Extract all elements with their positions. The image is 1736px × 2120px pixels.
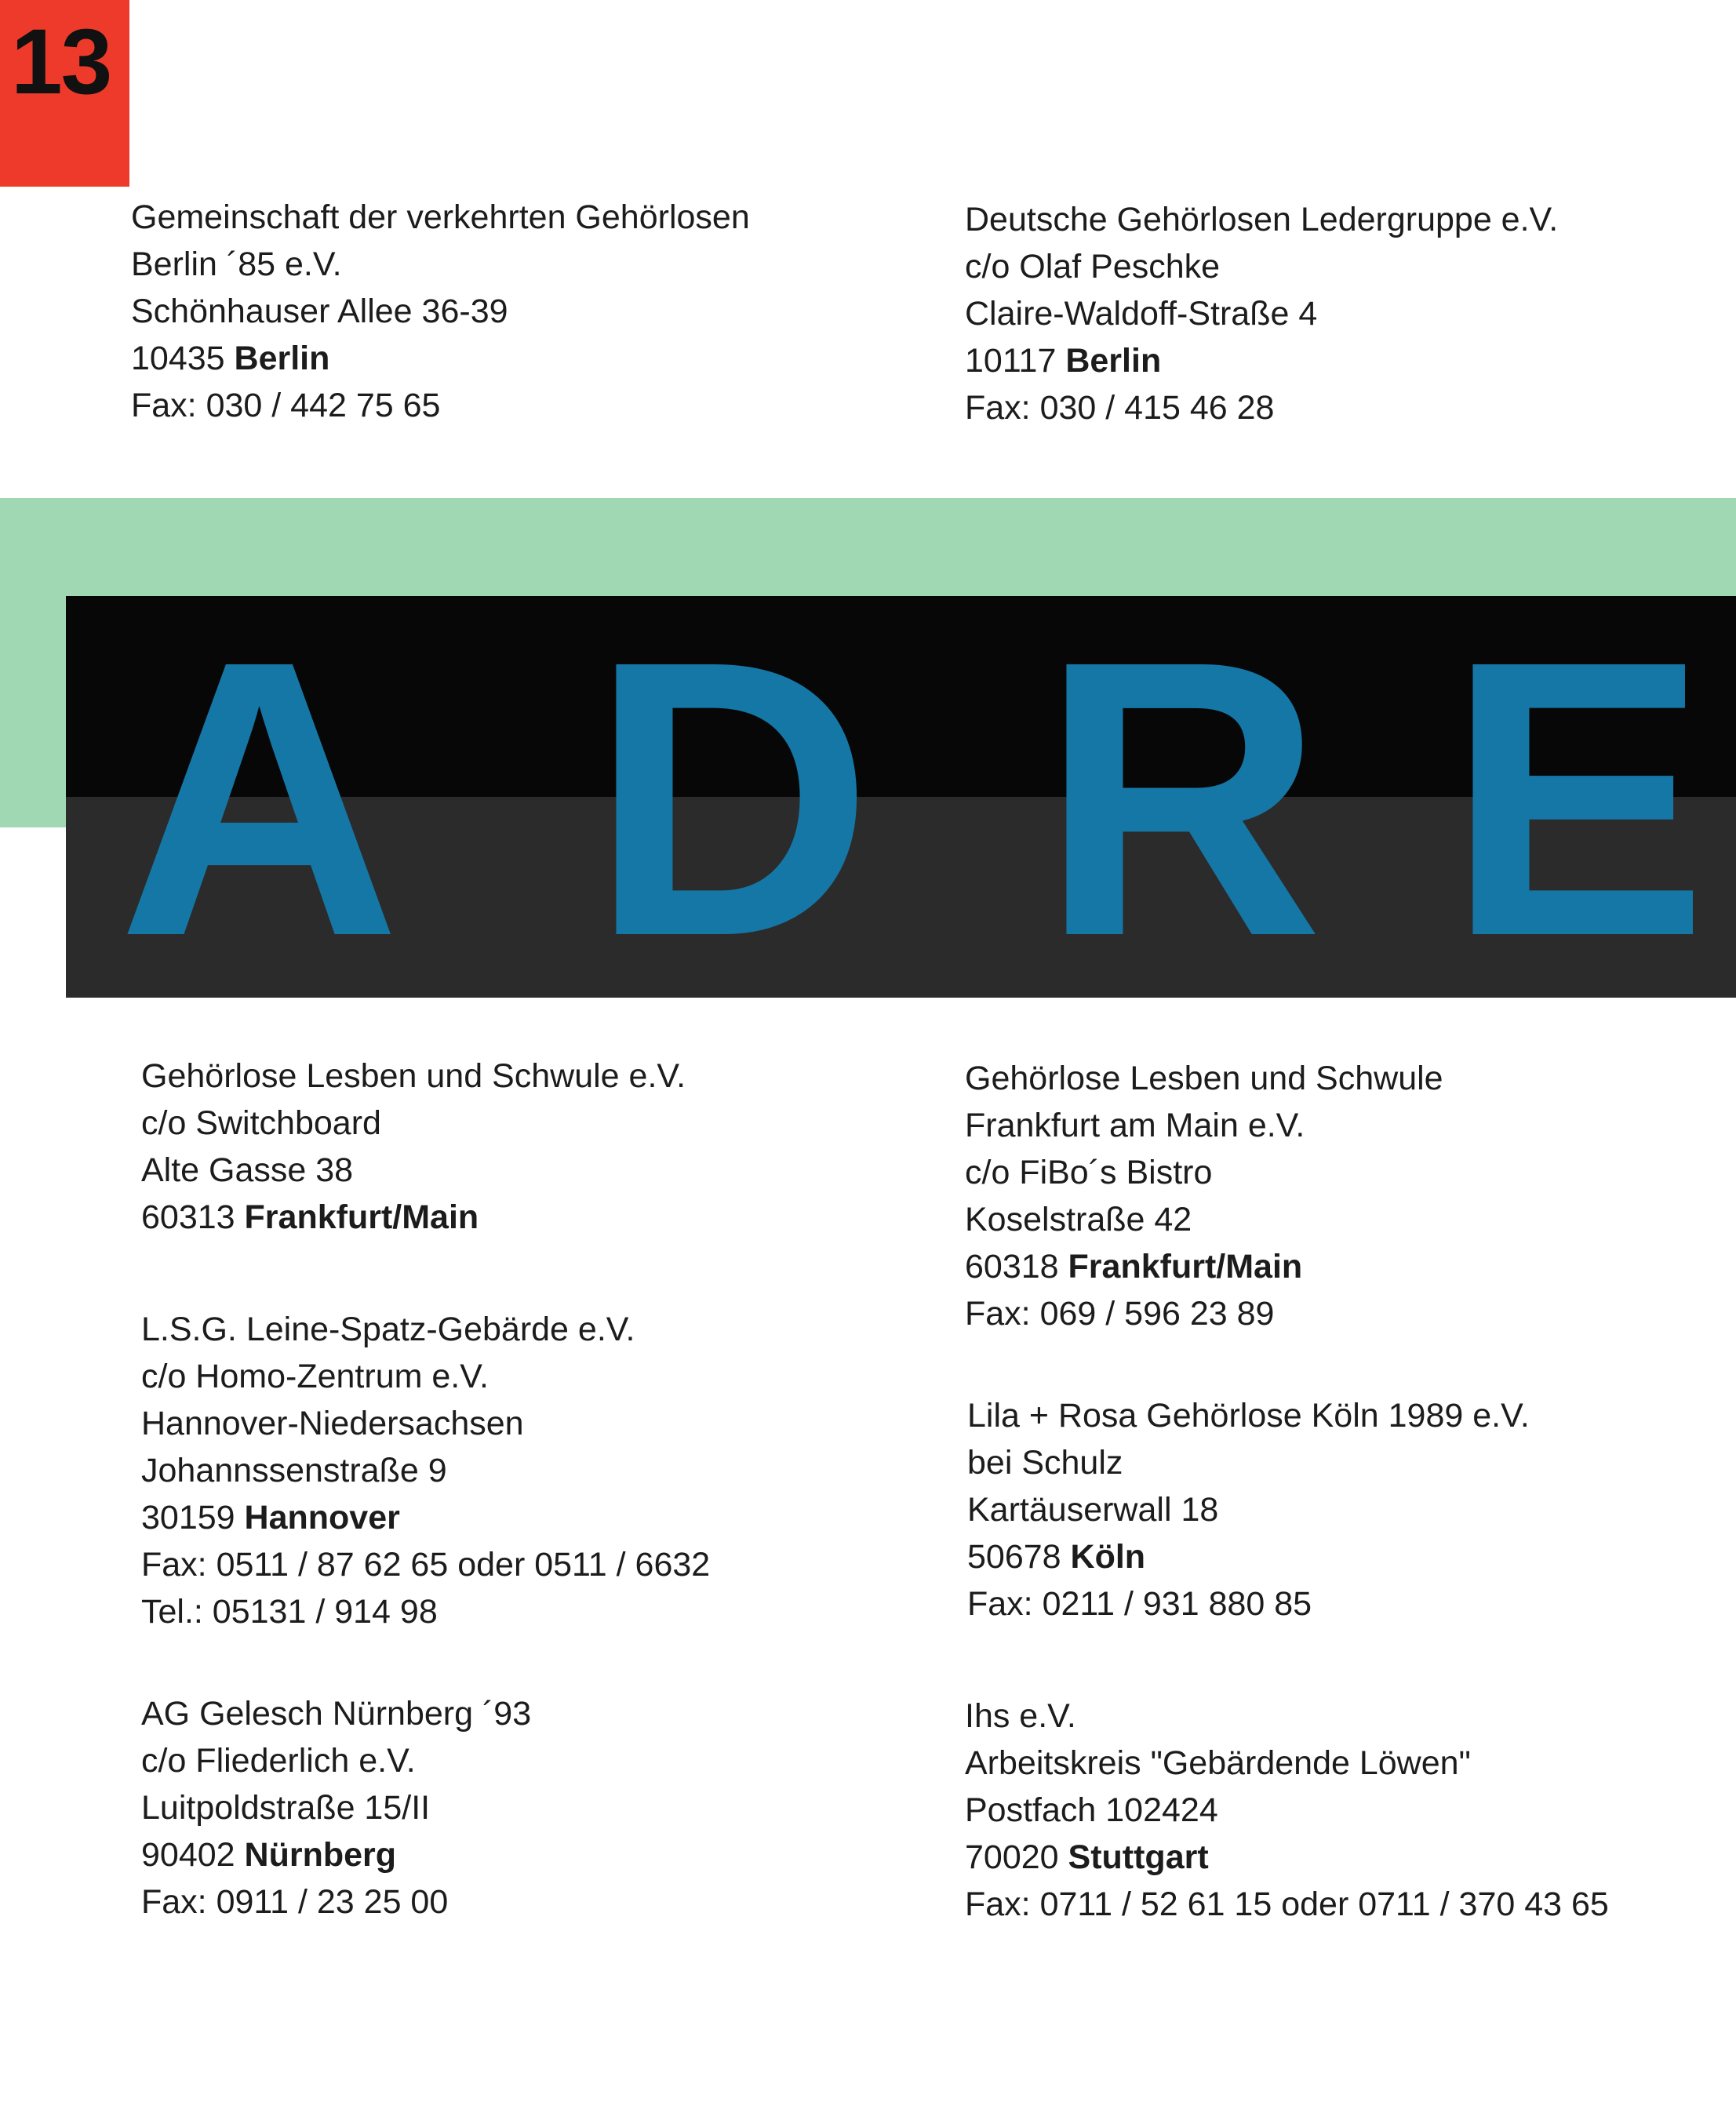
telephone: Tel.: 05131 / 914 98: [141, 1593, 438, 1631]
po-box: Postfach 102424: [965, 1791, 1218, 1829]
care-of: c/o Olaf Peschke: [965, 248, 1221, 285]
care-of: bei Schulz: [967, 1444, 1123, 1482]
zip-city: [131, 335, 750, 382]
fax: Fax: 030 / 442 75 65: [131, 387, 441, 424]
zip-city: [141, 1194, 686, 1241]
zip: 50678: [967, 1538, 1061, 1576]
fax: Fax: 0911 / 23 25 00: [141, 1883, 449, 1921]
city: Nürnberg: [244, 1836, 397, 1874]
org-name: Gehörlose Lesben und Schwule: [965, 1060, 1443, 1097]
org-name: AG Gelesch Nürnberg ´93: [141, 1695, 532, 1733]
org-name: Gemeinschaft der verkehrten Gehörlosen: [131, 198, 750, 236]
address-gls-frankfurt-fibo: [965, 1055, 1443, 1337]
care-of: c/o FiBo´s Bistro: [965, 1154, 1213, 1191]
zip-city: [967, 1533, 1530, 1580]
banner-letter-d: D: [590, 596, 874, 998]
page-number-badge: [0, 0, 129, 187]
address-ag-gelesch-nuernberg: [141, 1690, 531, 1925]
street: Alte Gasse 38: [141, 1151, 354, 1189]
zip-city: [965, 1243, 1443, 1290]
city: Stuttgart: [1068, 1838, 1209, 1876]
care-of: c/o Switchboard: [141, 1104, 381, 1142]
street: Koselstraße 42: [965, 1201, 1192, 1238]
page-number: 13: [11, 10, 111, 114]
zip-city: [965, 337, 1558, 384]
fax: Fax: 0511 / 87 62 65 oder 0511 / 6632: [141, 1546, 711, 1584]
address-ihs-stuttgart: [965, 1693, 1609, 1928]
fax: Fax: 0211 / 931 880 85: [967, 1585, 1312, 1623]
street: Schönhauser Allee 36-39: [131, 293, 508, 330]
city: Frankfurt/Main: [1068, 1248, 1303, 1285]
zip-city: [965, 1834, 1609, 1881]
care-of: c/o Homo-Zentrum e.V.: [141, 1358, 489, 1395]
zip-city: [141, 1831, 531, 1878]
zip: 60318: [965, 1248, 1059, 1285]
street: Kartäuserwall 18: [967, 1491, 1219, 1529]
zip: 90402: [141, 1836, 235, 1874]
zip: 10117: [965, 342, 1057, 380]
city: Berlin: [1065, 342, 1162, 380]
fax: Fax: 030 / 415 46 28: [965, 389, 1275, 427]
address-lila-rosa-koeln: [967, 1392, 1530, 1627]
banner-letter-e: E: [1447, 596, 1709, 998]
org-name: Deutsche Gehörlosen Ledergruppe e.V.: [965, 201, 1559, 238]
street: Luitpoldstraße 15/II: [141, 1789, 431, 1827]
org-name: Gehörlose Lesben und Schwule e.V.: [141, 1057, 686, 1095]
org-name-cont: Berlin ´85 e.V.: [131, 245, 342, 283]
banner-letter-a: A: [118, 596, 402, 998]
address-gls-frankfurt-switchboard: [141, 1053, 686, 1241]
zip: 60313: [141, 1198, 235, 1236]
zip-city: [141, 1494, 710, 1541]
address-gvg-berlin: [131, 194, 750, 429]
zip: 30159: [141, 1499, 235, 1536]
org-name: Lila + Rosa Gehörlose Köln 1989 e.V.: [967, 1397, 1530, 1435]
banner-word: [66, 596, 1736, 998]
care-of: c/o Fliederlich e.V.: [141, 1742, 416, 1780]
street: Johannssenstraße 9: [141, 1452, 447, 1489]
fax: Fax: 0711 / 52 61 15 oder 0711 / 370 43 65: [965, 1885, 1609, 1923]
city: Berlin: [234, 340, 330, 377]
org-name-cont: Frankfurt am Main e.V.: [965, 1107, 1305, 1144]
zip: 70020: [965, 1838, 1059, 1876]
zip: 10435: [131, 340, 225, 377]
region: Hannover-Niedersachsen: [141, 1405, 524, 1442]
city: Köln: [1070, 1538, 1146, 1576]
banner-letter-r: R: [1040, 596, 1324, 998]
address-dgl-berlin: [965, 196, 1558, 431]
fax: Fax: 069 / 596 23 89: [965, 1295, 1275, 1333]
city: Hannover: [244, 1499, 400, 1536]
org-name: L.S.G. Leine-Spatz-Gebärde e.V.: [141, 1311, 635, 1348]
city: Frankfurt/Main: [244, 1198, 479, 1236]
org-name: Ihs e.V.: [965, 1697, 1076, 1735]
street: Claire-Waldoff-Straße 4: [965, 295, 1318, 333]
address-lsg-hannover: [141, 1306, 710, 1635]
working-group: Arbeitskreis "Gebärdende Löwen": [965, 1744, 1471, 1782]
